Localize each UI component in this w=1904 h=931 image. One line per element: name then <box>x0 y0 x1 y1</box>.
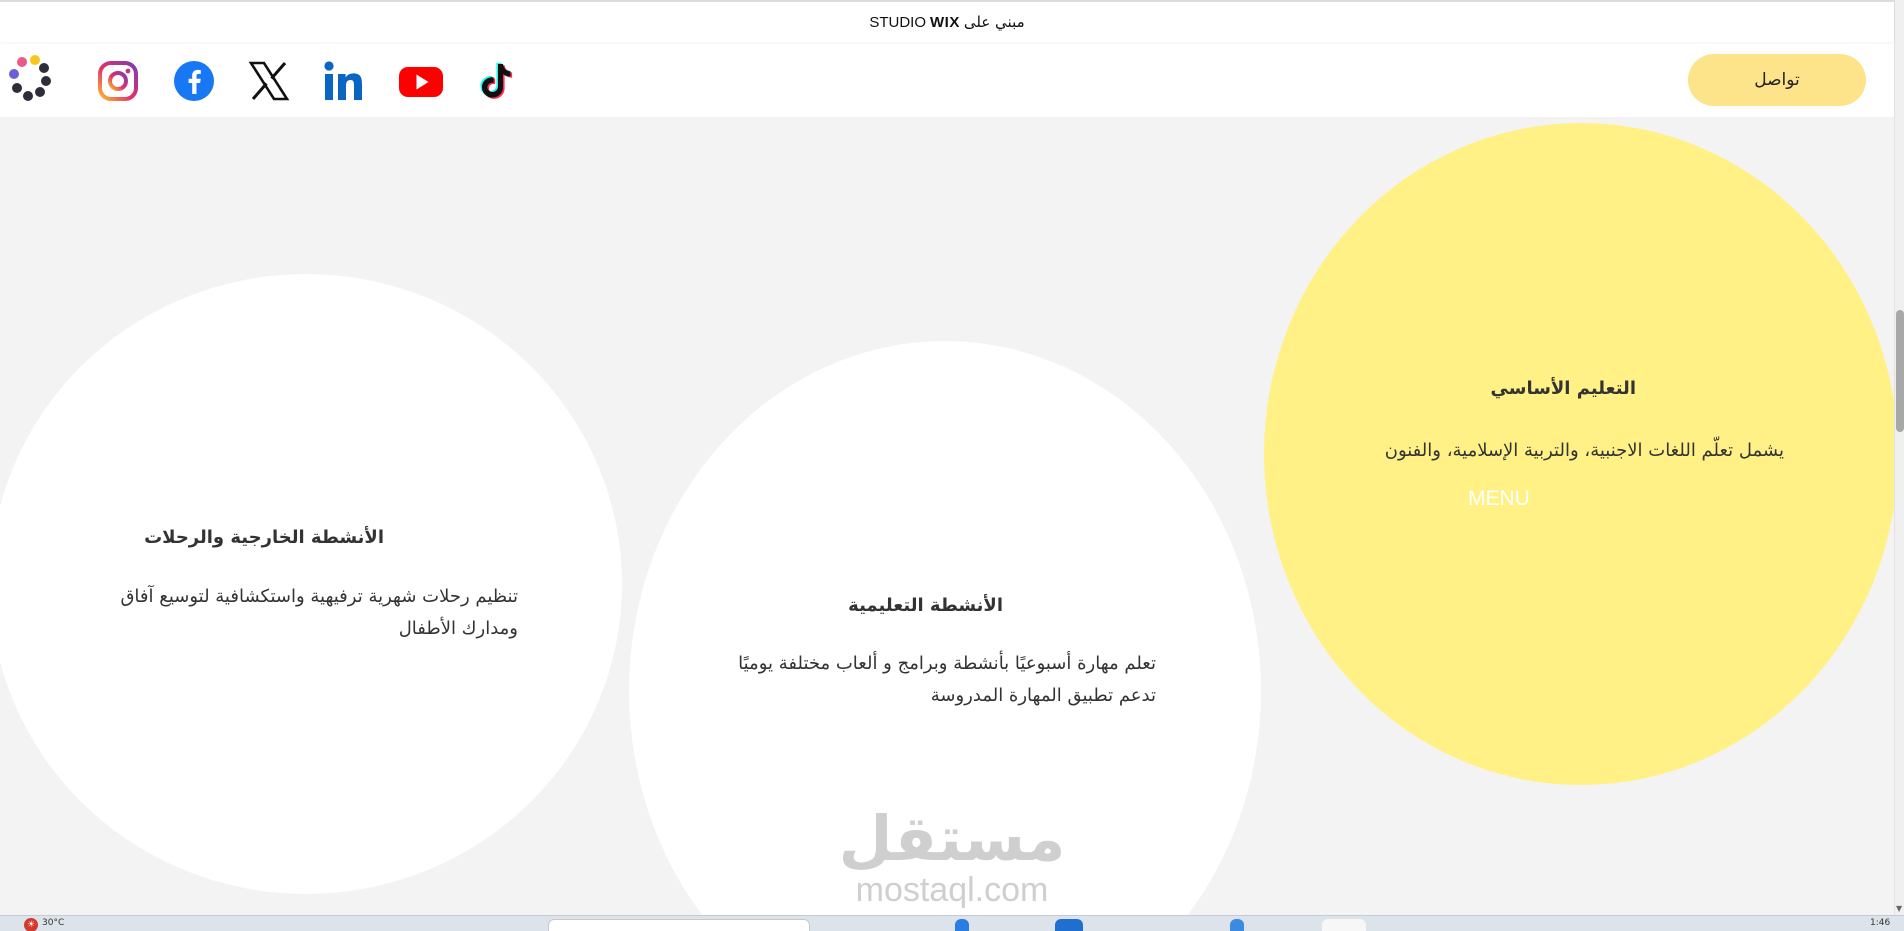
dots-icon[interactable] <box>8 52 54 108</box>
card-description: يشمل تعلّم اللغات الاجنبية، والتربية الإسلامية، والفنون <box>1384 440 1784 461</box>
wix-logo: WIX <box>930 13 960 31</box>
wix-banner-prefix: مبني على <box>963 13 1025 31</box>
page-scrollbar[interactable] <box>1894 0 1904 915</box>
weather-icon[interactable]: ☀ <box>24 918 38 931</box>
mostaql-watermark <box>836 802 1068 909</box>
watermark-latin: mostaql.com <box>855 871 1049 909</box>
taskbar-app-icon[interactable] <box>1055 919 1083 931</box>
card-title: التعليم الأساسي <box>1490 378 1636 399</box>
menu-link[interactable]: MENU <box>1468 487 1530 510</box>
linkedin-icon[interactable] <box>323 60 365 102</box>
contact-button[interactable]: تواصل <box>1688 54 1866 106</box>
os-taskbar <box>0 915 1904 931</box>
x-icon[interactable] <box>248 60 290 102</box>
taskbar-app-icon[interactable] <box>1230 919 1244 931</box>
wix-studio-label: STUDIO <box>869 13 927 31</box>
site-header <box>0 42 1894 117</box>
youtube-icon[interactable] <box>397 60 445 102</box>
services-section <box>0 117 1894 915</box>
taskbar-app-icon[interactable] <box>955 919 969 931</box>
taskbar-app-icon[interactable] <box>1322 919 1366 931</box>
weather-temperature: 30°C <box>42 918 65 928</box>
card-description: تعلم مهارة أسبوعيًا بأنشطة وبرامج و ألعاب مختلفة يوميًا تدعم تطبيق المهارة المدروسة <box>738 653 1156 706</box>
scroll-down-arrow-icon[interactable]: ▼ <box>1896 904 1903 913</box>
instagram-icon[interactable] <box>97 60 139 102</box>
scroll-thumb[interactable] <box>1896 310 1904 432</box>
card-description: تنظيم رحلات شهرية ترفيهية واستكشافية لتوسيع آفاق ومدارك الأطفال <box>120 586 518 639</box>
card-title: الأنشطة الخارجية والرحلات <box>144 527 384 548</box>
taskbar-search-box[interactable] <box>548 919 810 931</box>
wix-banner[interactable] <box>0 0 1894 42</box>
card-title: الأنشطة التعليمية <box>848 595 1003 616</box>
tiktok-icon[interactable] <box>474 60 516 102</box>
watermark-arabic: مستقل <box>838 802 1066 875</box>
taskbar-clock: 1:46 <box>1870 918 1891 928</box>
facebook-icon[interactable] <box>173 60 215 102</box>
